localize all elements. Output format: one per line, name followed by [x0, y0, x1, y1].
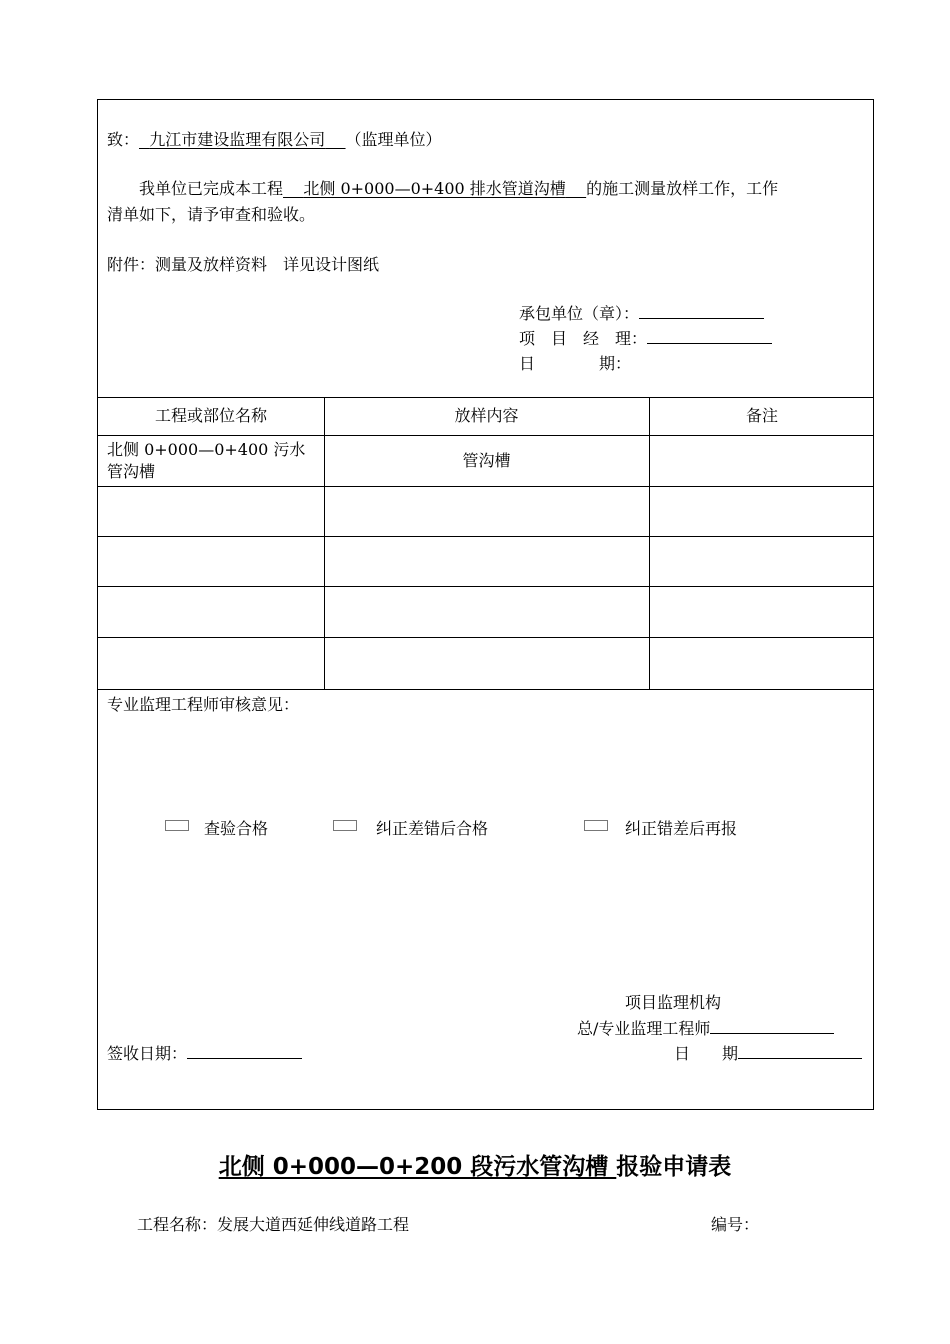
row-name-line-2: 管沟槽: [107, 462, 156, 481]
header-date-line: 日 期：: [519, 354, 632, 373]
contractor-label: 承包单位（章）：: [519, 304, 640, 323]
column-header-note: 备注: [745, 406, 778, 425]
table-row-content[interactable]: [324, 586, 649, 637]
option-checkbox-pass[interactable]: [165, 820, 189, 831]
body-suffix: 的施工测量放样工作，工作: [586, 179, 779, 198]
column-header-content: 放样内容: [454, 406, 519, 425]
addressee-line: [107, 130, 442, 150]
sign-date-label: 签收日期：: [107, 1044, 188, 1063]
contractor-signature-field[interactable]: [639, 304, 764, 319]
supervision-org: 项目监理机构: [625, 993, 722, 1012]
form-title-suffix: 报验申请表: [616, 1154, 732, 1180]
contractor-line: [519, 304, 764, 324]
option-label-resubmit: 纠正错差后再报: [625, 819, 738, 838]
body-line-1: [139, 179, 778, 199]
column-header-name: 工程或部位名称: [154, 406, 267, 425]
option-label-pass: 查验合格: [204, 819, 269, 838]
table-row-content[interactable]: [324, 637, 649, 689]
row-name-line-1: 北侧 0+000—0+400 污水: [107, 440, 306, 459]
form-title-underlined: 北侧 0+000—0+200 段污水管沟槽: [218, 1154, 617, 1180]
supervision-unit: 九江市建设监理有限公司: [149, 130, 326, 149]
table-row-content[interactable]: [324, 486, 649, 536]
to-suffix: （监理单位）: [345, 130, 442, 149]
table-row-note[interactable]: [649, 435, 875, 486]
sign-date-line: [107, 1044, 302, 1064]
table-row-name[interactable]: [98, 586, 324, 637]
table-row-note[interactable]: [649, 637, 875, 689]
attachment-line: 附件：测量及放样资料 详见设计图纸: [107, 255, 380, 274]
to-label: 致：: [107, 130, 140, 149]
manager-signature-field[interactable]: [647, 329, 772, 344]
table-row-name[interactable]: [98, 486, 324, 536]
engineer-line: [577, 1019, 834, 1039]
review-label: 专业监理工程师审核意见：: [107, 695, 300, 714]
option-checkbox-pass-after-correction[interactable]: [333, 820, 357, 831]
table-row-name[interactable]: [98, 637, 324, 689]
table-row-content: 管沟槽: [462, 450, 511, 470]
review-date-label: 日 期: [674, 1044, 739, 1063]
table-row-note[interactable]: [649, 486, 875, 536]
body-line-2: 清单如下，请予审查和验收。: [107, 205, 316, 224]
manager-label: 项 目 经 理：: [519, 329, 648, 348]
project-part: 北侧 0+000—0+400 排水管道沟槽: [303, 179, 566, 198]
review-date-field[interactable]: [738, 1044, 862, 1059]
table-row-note[interactable]: [649, 536, 875, 586]
engineer-label: 总/专业监理工程师: [577, 1019, 711, 1038]
body-prefix: 我单位已完成本工程: [139, 179, 284, 198]
engineer-signature-field[interactable]: [710, 1019, 834, 1034]
table-row-content[interactable]: [324, 536, 649, 586]
review-date-line: [674, 1044, 862, 1064]
project-name: 工程名称：发展大道西延伸线道路工程: [137, 1215, 410, 1234]
divider: [98, 689, 873, 690]
sign-date-field[interactable]: [187, 1044, 302, 1059]
manager-line: [519, 329, 772, 349]
option-checkbox-resubmit[interactable]: [584, 820, 608, 831]
option-label-pass-after-correction: 纠正差错后合格: [376, 819, 489, 838]
inspection-form: [97, 99, 874, 1110]
number-label: 编号：: [711, 1215, 760, 1234]
table-row-name[interactable]: [98, 536, 324, 586]
table-row-name: [107, 440, 305, 482]
form-title: [0, 1148, 950, 1181]
table-row-note[interactable]: [649, 586, 875, 637]
